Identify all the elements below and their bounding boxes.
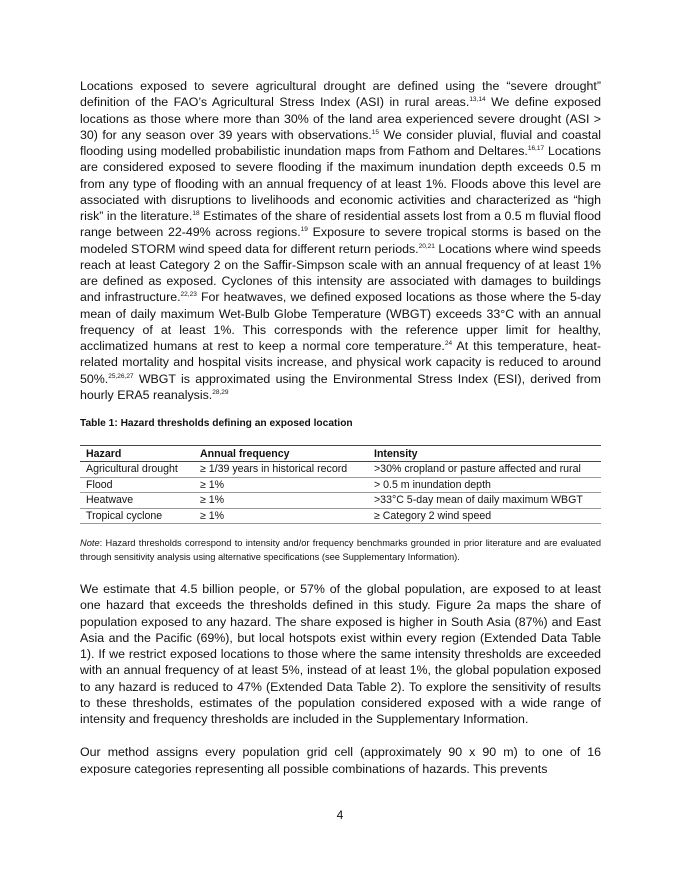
note-label: Note (80, 538, 100, 548)
text-run: We consider pluvial, fluvial and coastal flooding using modelled probabilistic inundation maps from Fathom and Deltares. (80, 127, 601, 158)
table-row (80, 477, 601, 493)
citation-superscript: 16,17 (527, 145, 545, 152)
text-run: WBGT is approximated using the Environmental Stress Index (ESI), derived from hourly ERA5 reanalysis. (80, 371, 601, 402)
text-run: For heatwaves, we defined exposed locations as those where the 5-day mean of daily maximum Wet-Bulb Globe Temperature (WBGT) exceeds 33°C with an annual frequency of at least 1%. This corresponds with the reference upper limit for healthy, acclimatized humans at rest to keep a normal core temperature. (80, 290, 601, 353)
citation-superscript: 22,23 (180, 291, 197, 299)
text-run: We define exposed locations as those where more than 30% of the land area experienced severe drought (ASI > 30) for any season over 39 years with observations. (80, 95, 602, 142)
paragraph-hazard-definitions (80, 78, 601, 403)
citation-superscript: 15 (371, 128, 379, 136)
table-cell: Heatwave (80, 493, 194, 509)
citation-superscript: 20,21 (418, 242, 435, 250)
text-run: Locations where wind speeds reach at least Category 2 on the Saffir-Simpson scale with an annual frequency of at least 1% are defined as exposed. Cyclones of this intensity are associated with damages to buildings and infrastructure. (80, 241, 601, 305)
document-page (80, 78, 601, 777)
table-cell: ≥ 1% (194, 477, 368, 493)
citation-superscript: 25,26,27 (108, 372, 134, 380)
column-header-annual-frequency: Annual frequency (194, 446, 368, 462)
table-cell: Agricultural drought (80, 462, 194, 478)
page-number: 4 (336, 808, 344, 822)
text-run: Exposure to severe tropical storms is based on the modeled STORM wind speed data for different return periods. (80, 225, 601, 256)
citation-superscript: 18 (192, 210, 200, 217)
table-cell: >33°C 5-day mean of daily maximum WBGT (368, 493, 601, 509)
citation-superscript: 24 (444, 340, 453, 347)
table-cell: ≥ 1% (194, 508, 368, 524)
note-text: : Hazard thresholds correspond to intensity and/or frequency benchmarks grounded in prior literature and are evaluated through sensitivity analysis using alternative specifications (see Supplementary Information). (80, 538, 601, 562)
text-run: At this temperature, heat-related mortality and hospital visits increase, and physical work capacity is reduced to around 50%. (80, 339, 601, 386)
table-cell: Flood (80, 477, 194, 493)
paragraph-method: Our method assigns every population grid cell (approximately 90 x 90 m) to one of 16 exposure categories representing all possible combinations of hazards. This prevents (80, 745, 601, 776)
text-run: Locations exposed to severe agricultural drought are defined using the “severe drought” definition of the FAO’s Agricultural Stress Index (ASI) in rural areas. (80, 79, 601, 110)
table-cell: ≥ Category 2 wind speed (368, 508, 601, 524)
text-run: Locations are considered exposed to severe flooding if the maximum inundation depth exceeds 0.5 m from any type of flooding with an annual frequency of at least 1%. Floods above this level are associated with disruptions to livelihoods and economic activities and characterized as “high risk” in the literature. (80, 144, 601, 223)
table-cell: ≥ 1/39 years in historical record (194, 462, 368, 478)
table-cell: >30% cropland or pasture affected and rural (368, 462, 601, 478)
hazard-thresholds-table (80, 445, 601, 524)
text-run: Estimates of the share of residential assets lost from a 0.5 m fluvial flood range between 22-49% across regions. (80, 209, 601, 240)
table-header-row (80, 446, 601, 462)
column-header-hazard: Hazard (80, 446, 194, 462)
table-caption: Table 1: Hazard thresholds defining an exposed location (80, 418, 353, 429)
citation-superscript: 19 (300, 226, 308, 234)
citation-superscript: 28,29 (212, 388, 229, 396)
citation-superscript: 13,14 (469, 96, 486, 104)
table-cell: > 0.5 m inundation depth (368, 477, 601, 493)
table-row (80, 493, 601, 509)
table-row (80, 462, 601, 478)
table-row (80, 508, 601, 524)
table-note (80, 536, 601, 564)
paragraph-global-exposure: We estimate that 4.5 billion people, or 57% of the global population, are exposed to at least one hazard that exceeds the thresholds defined in this study. Figure 2a maps the share of population exposed to any hazard. The share exposed is higher in South Asia (87%) and East Asia and the Pacific (69%), but local hotspots exist within every region (Extended Data Table 1). If we restrict exposed locations to those where the same intensity thresholds are exceeded with an annual frequency of at least 5%, instead of at least 1%, the global population exposed to any hazard is reduced to 47% (Extended Data Table 2). To explore the sensitivity of results to these thresholds, estimates of the population considered exposed with a wide range of intensity and frequency thresholds are included in the Supplementary Information. (80, 582, 601, 726)
table-cell: ≥ 1% (194, 493, 368, 509)
column-header-intensity: Intensity (368, 446, 601, 462)
table-cell: Tropical cyclone (80, 508, 194, 524)
